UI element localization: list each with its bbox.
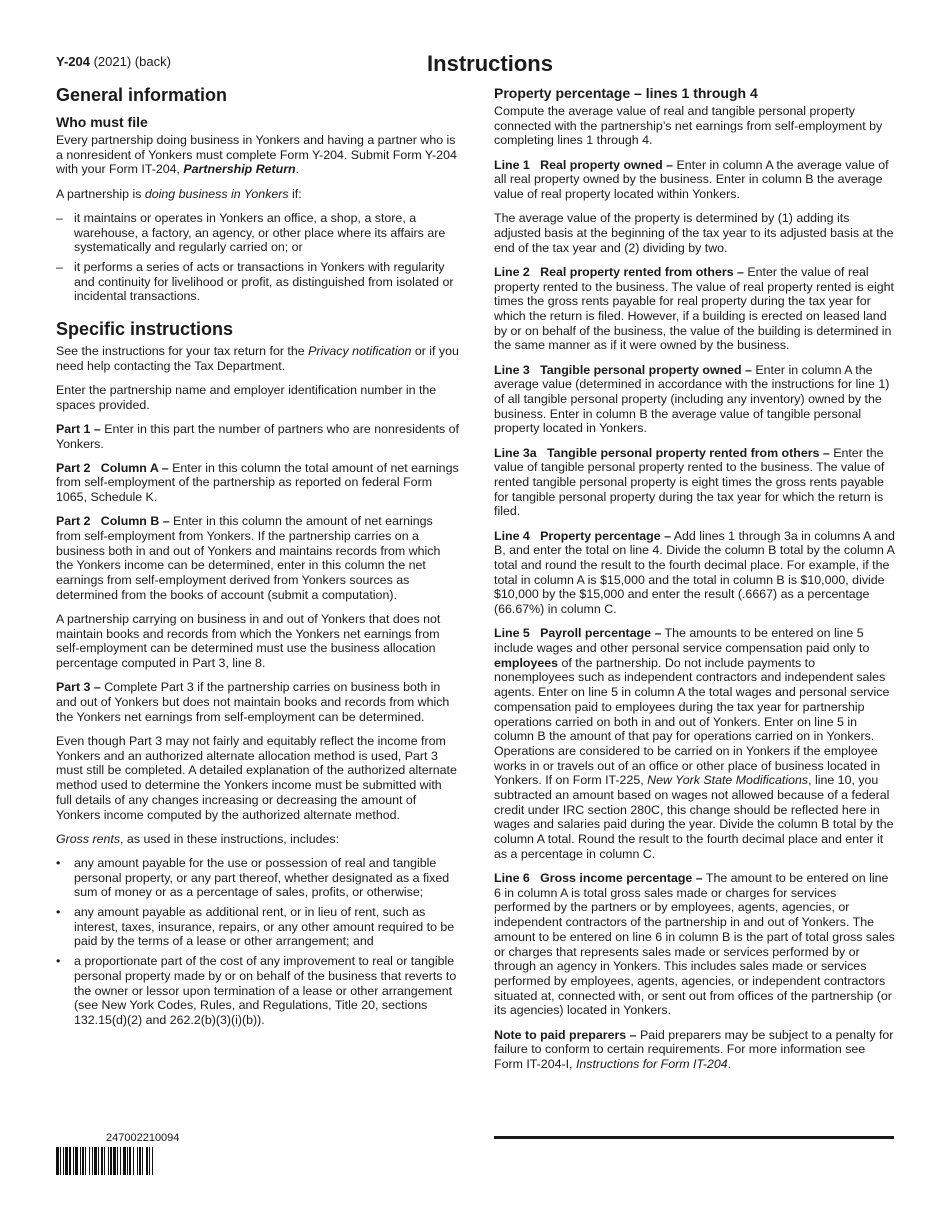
form-code: Y-204: [56, 54, 90, 69]
barcode-bar: [137, 1147, 138, 1175]
barcode-bar: [139, 1147, 141, 1175]
compute-paragraph: Compute the average value of real and tangible personal property connected with the partnership’s net earnings from self-employment by completing lines 1 through 4.: [494, 104, 883, 148]
left-column: [56, 84, 460, 1037]
barcode-bar: [89, 1147, 90, 1175]
doing-business-intro: A partnership is doing business in Yonkers if:: [56, 186, 302, 201]
barcode-number: 247002210094: [106, 1132, 180, 1144]
barcode-bar: [113, 1147, 116, 1175]
barcode-bar: [152, 1147, 153, 1175]
list-item: – it maintains or operates in Yonkers an office, a shop, a store, a warehouse, a factory, an agency, or other place where its affairs are systematically and regularly carried on; or: [56, 210, 446, 255]
barcode-bar: [123, 1147, 126, 1175]
note-to-paid-preparers: Note to paid preparers – Paid preparers may be subject to a penalty for failure to conform to certain requirements. For more information see Form IT-204-I, Instructions for Form IT-204.: [494, 1027, 894, 1071]
barcode-bar: [104, 1147, 105, 1175]
form-year-side: (2021) (back): [89, 54, 171, 69]
barcode-bar: [82, 1147, 84, 1175]
barcode-bar: [94, 1147, 97, 1175]
list-item: • any amount payable for the use or possession of real and tangible personal property, or any part thereof, whether designated as a fixed sum of money or as a percentage of sales, profits, or otherwise;: [56, 855, 450, 900]
barcode-bar: [69, 1147, 71, 1175]
list-item: – it performs a series of acts or transactions in Yonkers with regularity and continuity for livelihood or profit, as distinguished from isolated or incidental transactions.: [56, 259, 454, 304]
barcode-bar: [65, 1147, 68, 1175]
barcode-bar: [149, 1147, 150, 1175]
carrying-business-paragraph: A partnership carrying on business in and out of Yonkers that does not maintain books and records from which the Yonkers net earnings from self-employment can be determined must use the business allocation percentage computed in Part 3, line 8.: [56, 612, 441, 671]
barcode-bar: [63, 1147, 64, 1175]
part3-paragraph: Part 3 – Complete Part 3 if the partnership carries on business both in and out of Yonkers but does not maintain books and records from which the Yonkers net earnings from self-employment can be determined.: [56, 680, 450, 724]
barcode-bar: [75, 1147, 78, 1175]
list-item: • a proportionate part of the cost of any improvement to real or tangible personal property made by or on behalf of the business that reverts to the owner or lessor upon termination of a lease or other arrangement (see New York Codes, Rules, and Regulations, Title 20, sections 132.15(d)(2) and 262.2(b)(3)(i)(b)).: [56, 954, 457, 1027]
page-title: Instructions: [427, 51, 553, 76]
privacy-paragraph: See the instructions for your tax return for the Privacy notification or if you need help contacting the Tax Department.: [56, 344, 459, 373]
barcode-bar: [133, 1147, 134, 1175]
barcode-bar: [110, 1147, 112, 1175]
even-though-paragraph: Even though Part 3 may not fairly and equitably reflect the income from Yonkers and an authorized alternate allocation method is used, Part 3 must still be completed. A detailed explanation of the authorized alternate method used to determine the Yonkers income must be submitted with full details of any changes increasing or decreasing the amount of Yonkers income computed by the authorized alternate method.: [56, 734, 457, 822]
barcode-bar: [129, 1147, 131, 1175]
barcode-bar: [101, 1147, 103, 1175]
barcode-bar: [142, 1147, 143, 1175]
bottom-rule: [494, 1136, 894, 1139]
list-item: • any amount payable as additional rent, or in lieu of rent, such as interest, taxes, insurance, repairs, or any other amount required to be paid by the terms of a lease or other arrangement; and: [56, 905, 455, 949]
barcode: [56, 1147, 240, 1175]
average-value-paragraph: The average value of the property is determined by (1) adding its adjusted basis at the beginning of the tax year to its adjusted basis at the end of the tax year and (2) dividing by two.: [494, 211, 894, 255]
line6-paragraph: Line 6 Gross income percentage – The amount to be entered on line 6 in column A is total gross sales made or charges for services performed by the partners or by employees, agents, agencies, or independent contractors of the partnership in and out of Yonkers. The amount to be entered on line 6 in column B is the part of total gross sales or charges that represents sales made or services performed by or through an agency in Yonkers. This includes sales made or services performed by employees, agents, agencies, or independent contractors situated at, connected with, or sent out from offices of the partnership (or its agencies) located in Yonkers.: [494, 871, 895, 1018]
barcode-bar: [92, 1147, 93, 1175]
who-must-file-heading: Who must file: [56, 114, 148, 130]
barcode-bar: [60, 1147, 61, 1175]
barcode-bar: [56, 1147, 59, 1175]
barcode-bar: [85, 1147, 86, 1175]
gross-rents-list: [56, 856, 460, 1028]
line3a-paragraph: Line 3a Tangible personal property rented from others – Enter the value of tangible personal property rented to the business. The value of rented tangible personal property is eight times the gross rents payable for tangible personal property during the tax year for which the return is filed.: [494, 445, 885, 519]
part1-paragraph: Part 1 – Enter in this part the number of partners who are nonresidents of Yonkers.: [56, 421, 459, 451]
enter-name-paragraph: Enter the partnership name and employer identification number in the spaces provided.: [56, 382, 437, 412]
line5-paragraph: Line 5 Payroll percentage – The amounts to be entered on line 5 include wages and other personal service compensation paid only to employees of the partnership. Do not include payments to nonemployees such as independent contractors and independent sales agents. Enter on line 5 in column A the total wages and personal service compensation paid to employees during the tax year for partnership operations carried on both in and out of Yonkers. Enter on line 5 in column B the amount of that pay for operations carried on in Yonkers. Operations are considered to be carried on in Yonkers if the employee works in or travels out of an office or other place of business located in Yonkers. If on Form IT-225, New York State Modifications, line 10, you subtracted an amount based on wages not allowed because of a federal credit under IRC section 280C, this change should be reflected here in wages and salaries paid during the year. Divide the column B total by the column A total. Round the result to the fourth decimal place and enter it as a percentage in column C.: [494, 626, 894, 861]
line1-paragraph: Line 1 Real property owned – Enter in column A the average value of all real property owned by the business. Enter in column B the average value of real property located within Yonkers.: [494, 157, 889, 202]
right-column: [494, 85, 896, 1081]
gross-rents-intro: Gross rents, as used in these instructions, includes:: [56, 831, 340, 846]
barcode-bar: [120, 1147, 121, 1175]
barcode-bar: [73, 1147, 74, 1175]
part2-column-a-paragraph: Part 2 Column A – Enter in this column the total amount of net earnings from self-employment of the partnership as reported on federal Form 1065, Schedule K.: [56, 460, 459, 505]
barcode-bar: [98, 1147, 99, 1175]
who-must-file-paragraph: Every partnership doing business in Yonkers and having a partner who is a nonresident of Yonkers must complete Form Y-204. Submit Form Y-204 with your Form IT-204, Partnership Return.: [56, 133, 457, 177]
barcode-bar: [127, 1147, 128, 1175]
doing-business-list: [56, 211, 460, 304]
line3-paragraph: Line 3 Tangible personal property owned – Enter in column A the average value (determined in accordance with the instructions for line 1) of all tangible personal property (including any inventory) owned by the business. Enter in column B the average value of tangible personal property located in Yonkers.: [494, 362, 890, 436]
barcode-bar: [117, 1147, 118, 1175]
barcode-bar: [80, 1147, 81, 1175]
specific-instructions-heading: Specific instructions: [56, 319, 234, 340]
part2-column-b-paragraph: Part 2 Column B – Enter in this column the amount of net earnings from self-employment from Yonkers. If the partnership carries on a business both in and out of Yonkers and maintains records from which the Yonkers income can be determined, enter in this column the net earnings from self-employment derived from Yonkers sources as determined from the books of account (submit a computation).: [56, 514, 441, 602]
property-percentage-heading: Property percentage – lines 1 through 4: [494, 85, 758, 101]
general-information-heading: General information: [56, 85, 228, 105]
barcode-bar: [108, 1147, 109, 1175]
line2-paragraph: Line 2 Real property rented from others – Enter the value of real property rented to the business. The value of real property rented is eight times the gross rents payable for real property during the tax year for which the return is filed. However, if a building is erected on leased land by or on behalf of the business, the value of the building is determined in the same manner as if it were owned by the business.: [494, 264, 894, 353]
barcode-bar: [146, 1147, 148, 1175]
line4-paragraph: Line 4 Property percentage – Add lines 1 through 3a in columns A and B, and enter the total on line 4. Divide the column B total by the column A total and round the result to the fourth decimal place. For example, if the total in column A is $15,000 and the total in column B is $10,000, divide $10,000 by the $15,000 and enter the result (.6667) as a percentage (66.67%) in column C.: [494, 528, 895, 617]
